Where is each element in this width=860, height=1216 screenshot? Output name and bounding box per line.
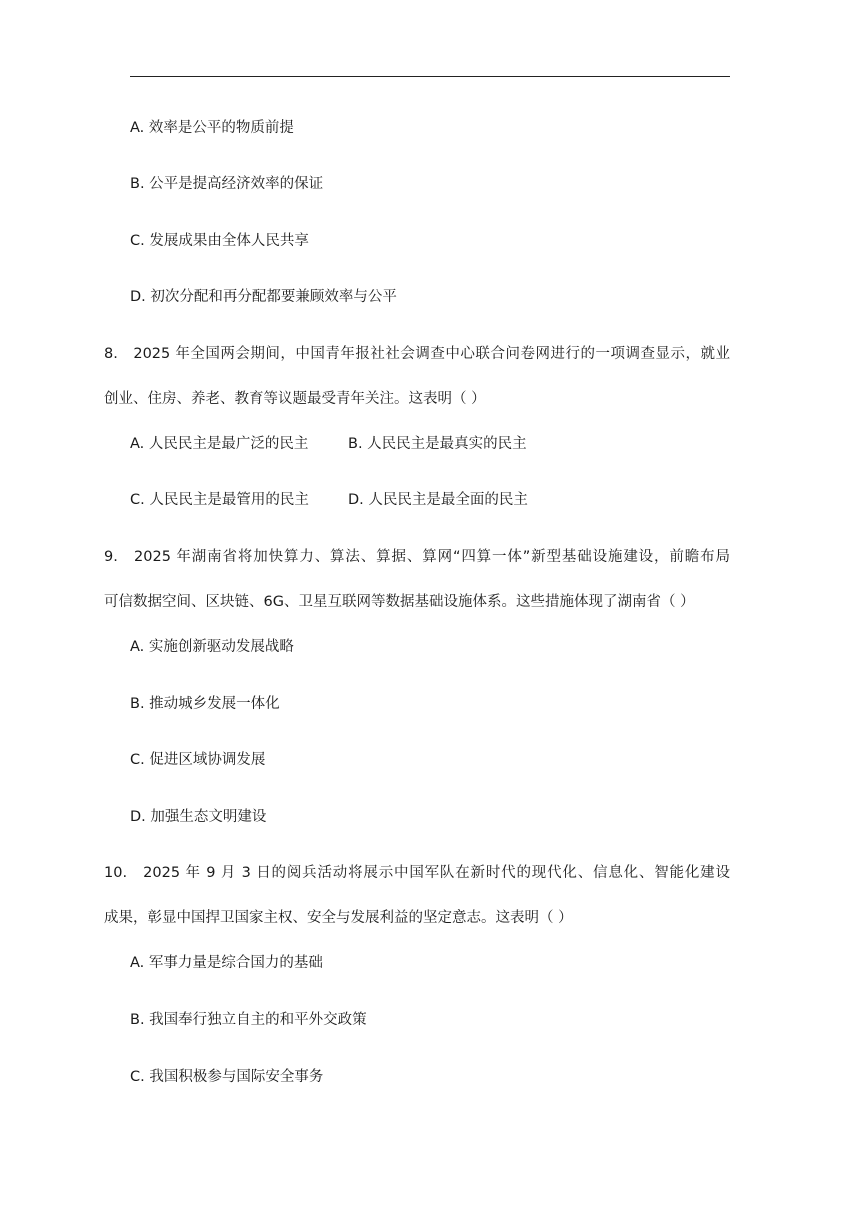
q8-stem-line1: 8. 2025 年全国两会期间，中国青年报社社会调查中心联合问卷网进行的一项调查显示，就业	[104, 346, 730, 362]
q7-option-d: D. 初次分配和再分配都要兼顾效率与公平	[130, 289, 397, 305]
q9-option-a: A. 实施创新驱动发展战略	[130, 639, 294, 655]
q8-stem-line2: 创业、住房、养老、教育等议题最受青年关注。这表明（ ）	[104, 391, 486, 407]
q10-stem-line1: 10. 2025 年 9 月 3 日的阅兵活动将展示中国军队在新时代的现代化、信息化、智能化建设	[104, 865, 730, 881]
q8-option-a: A. 人民民主是最广泛的民主	[130, 436, 309, 452]
q9-option-c: C. 促进区域协调发展	[130, 752, 266, 768]
q9-option-d: D. 加强生态文明建设	[130, 809, 267, 825]
header-rule	[130, 76, 730, 77]
q10-stem-line2: 成果，彰显中国捍卫国家主权、安全与发展利益的坚定意志。这表明（ ）	[104, 910, 573, 926]
q7-option-c: C. 发展成果由全体人民共享	[130, 233, 309, 249]
q9-option-b: B. 推动城乡发展一体化	[130, 696, 280, 712]
q9-stem-line2: 可信数据空间、区块链、6G、卫星互联网等数据基础设施体系。这些措施体现了湖南省（ ）	[104, 594, 695, 610]
q10-option-a: A. 军事力量是综合国力的基础	[130, 955, 323, 971]
q10-option-c: C. 我国积极参与国际安全事务	[130, 1069, 324, 1085]
q8-option-b: B. 人民民主是最真实的民主	[348, 436, 527, 452]
q9-stem-line1: 9. 2025 年湖南省将加快算力、算法、算据、算网“四算一体”新型基础设施建设，前瞻布局	[104, 549, 730, 565]
q7-option-b: B. 公平是提高经济效率的保证	[130, 176, 324, 192]
q8-option-d: D. 人民民主是最全面的民主	[348, 492, 528, 508]
q7-option-a: A. 效率是公平的物质前提	[130, 120, 294, 136]
q8-option-c: C. 人民民主是最管用的民主	[130, 492, 309, 508]
q10-option-b: B. 我国奉行独立自主的和平外交政策	[130, 1012, 367, 1028]
